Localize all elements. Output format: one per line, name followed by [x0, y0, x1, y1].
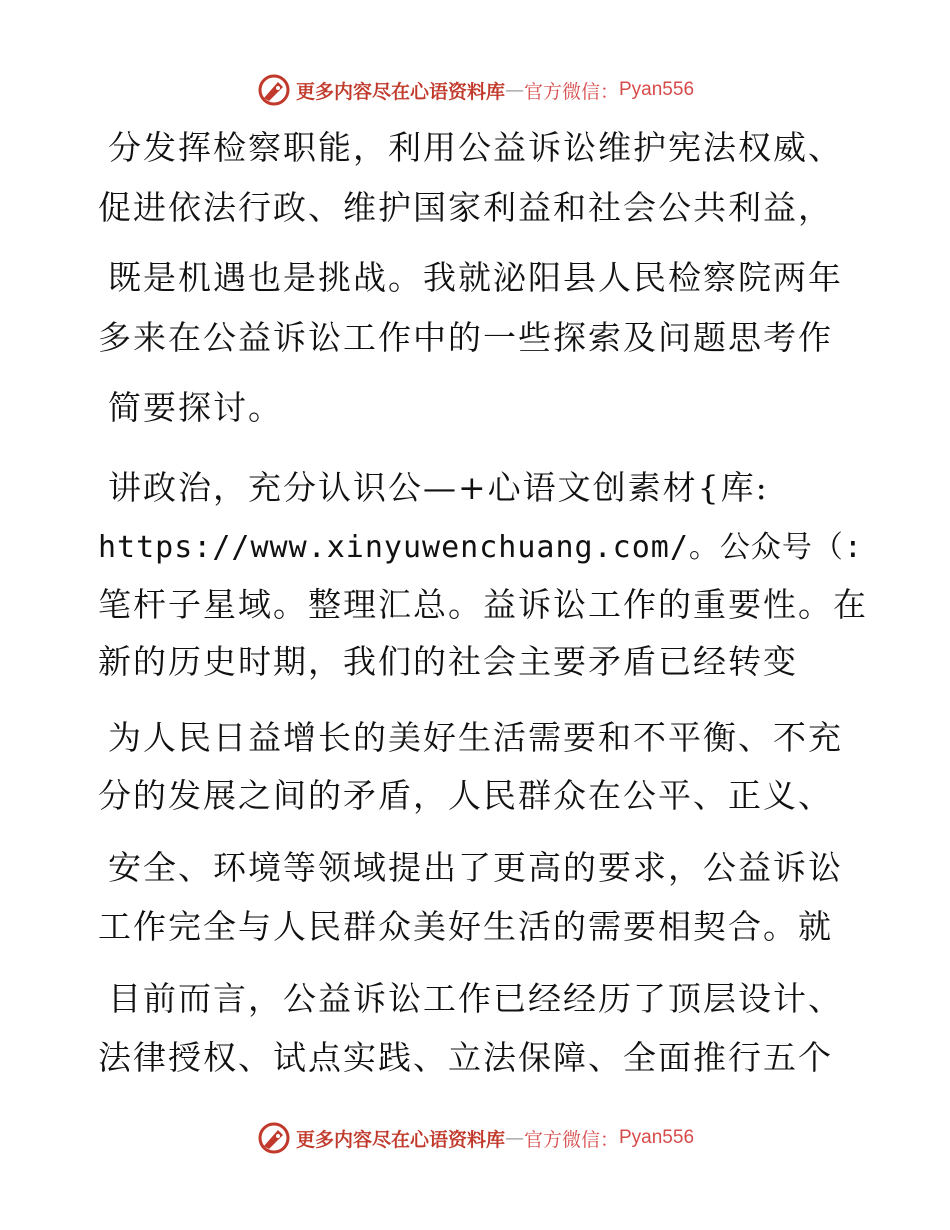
text-line: 分发挥检察职能，利用公益诉讼维护宪法权威、 — [108, 128, 843, 167]
text-line: 法律授权、试点实践、立法保障、全面推行五个 — [98, 1038, 833, 1077]
footer-banner — [0, 1118, 950, 1158]
banner-wechat-label: 官方微信： — [523, 80, 619, 103]
banner-text: 更多内容尽在心语资料库 — [295, 80, 505, 103]
text-line: 简要探讨。 — [108, 388, 283, 427]
text-line: 讲政治，充分认识公—+心语文创素材{库: — [108, 468, 769, 507]
text-line: 促进依法行政、维护国家利益和社会公共利益， — [98, 188, 833, 227]
text-line: 为人民日益增长的美好生活需要和不平衡、不充 — [108, 718, 843, 757]
text-line: 分的发展之间的矛盾，人民群众在公平、正义、 — [98, 776, 833, 815]
banner-text: 更多内容尽在心语资料库 — [295, 1128, 505, 1151]
banner-separator: — — [504, 1127, 524, 1149]
banner-wechat-id: Pyan556 — [619, 1127, 695, 1148]
text-line: 工作完全与人民群众美好生活的需要相契合。就 — [98, 907, 833, 946]
pen-nib-circle-icon — [256, 1120, 292, 1156]
banner-wechat-id: Pyan556 — [619, 79, 695, 100]
text-line: 新的历史时期，我们的社会主要矛盾已经转变 — [98, 642, 798, 681]
text-line-url: https://www.xinyuwenchuang.com/。公众号（: — [98, 530, 863, 565]
text-line: 目前而言，公益诉讼工作已经经历了顶层设计、 — [108, 979, 843, 1018]
text-line: 既是机遇也是挑战。我就泌阳县人民检察院两年 — [108, 258, 843, 297]
text-line: 安全、环境等领域提出了更高的要求，公益诉讼 — [108, 848, 843, 887]
banner-wechat-label: 官方微信： — [523, 1128, 619, 1151]
text-line: 多来在公益诉讼工作中的一些探索及问题思考作 — [98, 318, 833, 357]
text-line: 笔杆子星域。整理汇总。益诉讼工作的重要性。在 — [98, 585, 868, 624]
banner-separator: — — [504, 79, 524, 101]
